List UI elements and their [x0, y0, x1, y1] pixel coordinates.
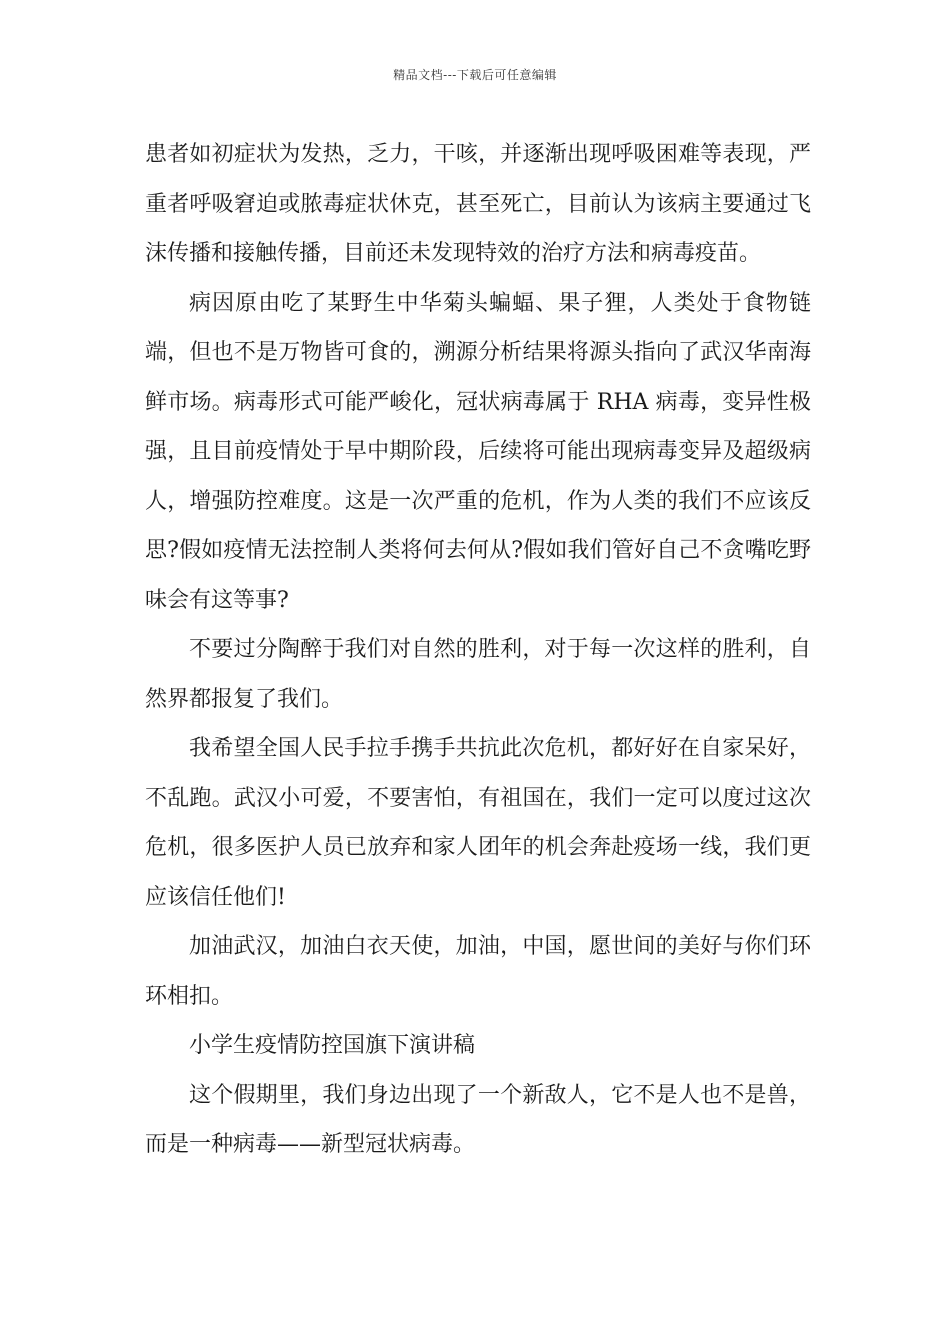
paragraph-2: 病因原由吃了某野生中华菊头蝙蝠、果子狸，人类处于食物链端，但也不是万物皆可食的，溯源分析结果将源头指向了武汉华南海鲜市场。病毒形式可能严峻化，冠状病毒属于 RHA 病毒，变异性极强，且目前疫情处于早中期阶段，后续将可能出现病毒变异及超级病人，增强防控难度。这是一次严重的危机，作为人类的我们不应该反思?假如疫情无法控制人类将何去何从?假如我们管好自己不贪嘴吃野味会有这等事? [145, 290, 811, 613]
paragraph-1: 患者如初症状为发热，乏力，干咳，并逐渐出现呼吸困难等表现，严重者呼吸窘迫或脓毒症状休克，甚至死亡，目前认为该病主要通过飞沫传播和接触传播，目前还未发现特效的治疗方法和病毒疫苗。 [145, 142, 811, 266]
document-body [145, 130, 811, 1170]
paragraph-3: 不要过分陶醉于我们对自然的胜利，对于每一次这样的胜利，自然界都报复了我们。 [145, 637, 811, 712]
page-header: 精品文档---下载后可任意编辑 [393, 68, 557, 82]
section-title: 小学生疫情防控国旗下演讲稿 [189, 1033, 476, 1058]
paragraph-4: 我希望全国人民手拉手携手共抗此次危机，都好好在自家呆好，不乱跑。武汉小可爱，不要害怕，有祖国在，我们一定可以度过这次危机，很多医护人员已放弃和家人团年的机会奔赴疫场一线，我们更应该信任他们! [145, 736, 811, 910]
paragraph-6: 这个假期里，我们身边出现了一个新敌人，它不是人也不是兽，而是一种病毒——新型冠状病毒。 [145, 1082, 811, 1157]
paragraph-5: 加油武汉，加油白衣天使，加油，中国，愿世间的美好与你们环环相扣。 [145, 934, 811, 1009]
